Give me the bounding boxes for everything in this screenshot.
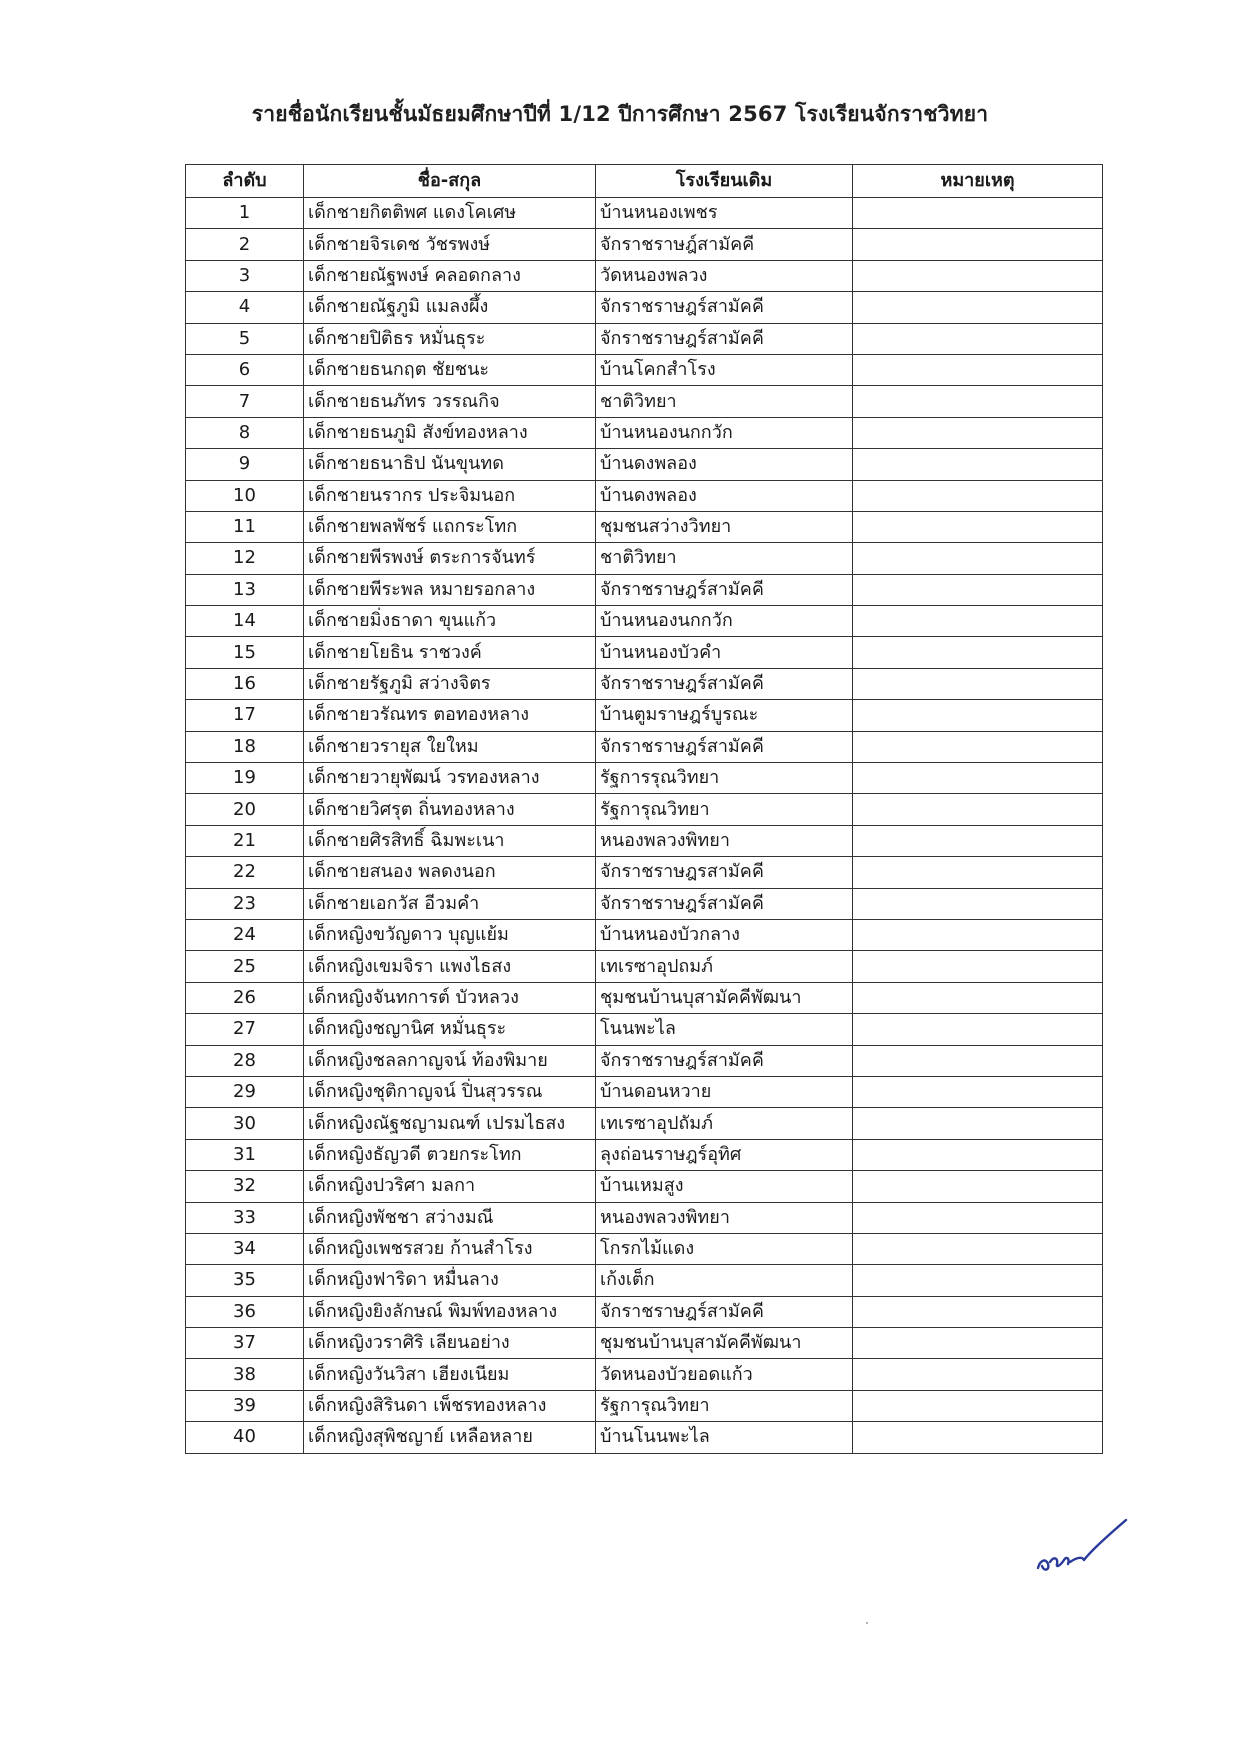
- order-number-cell: 40: [186, 1422, 304, 1453]
- table-row: [186, 1233, 1103, 1264]
- student-name-cell: เด็กหญิงชญานิศ หมั่นธุระ: [304, 1014, 596, 1045]
- order-number-cell: 28: [186, 1045, 304, 1076]
- previous-school-cell: จักราชราษฎร์สามัคคี: [596, 574, 853, 605]
- student-name-cell: เด็กชายณัฐพงษ์ คลอดกลาง: [304, 260, 596, 291]
- student-name-cell: เด็กชายศิรสิทธิ์ ฉิมพะเนา: [304, 825, 596, 856]
- student-name-cell: เด็กชายวรายุส ใยใหม: [304, 731, 596, 762]
- table-row: [186, 668, 1103, 699]
- remarks-cell: [853, 449, 1103, 480]
- table-row: [186, 543, 1103, 574]
- order-number-cell: 25: [186, 951, 304, 982]
- previous-school-cell: บ้านหนองนกกวัก: [596, 417, 853, 448]
- student-name-cell: เด็กหญิงสิรินดา เพ็ชรทองหลาง: [304, 1390, 596, 1421]
- header-full-name: ชื่อ-สกุล: [304, 165, 596, 198]
- previous-school-cell: เก้งเต็ก: [596, 1265, 853, 1296]
- table-row: [186, 700, 1103, 731]
- scan-speck: [866, 1622, 868, 1624]
- order-number-cell: 5: [186, 323, 304, 354]
- order-number-cell: 14: [186, 606, 304, 637]
- remarks-cell: [853, 1139, 1103, 1170]
- previous-school-cell: จักราชราษฎร์สามัคคี: [596, 292, 853, 323]
- remarks-cell: [853, 1202, 1103, 1233]
- student-name-cell: เด็กชายธนภัทร วรรณกิจ: [304, 386, 596, 417]
- student-name-cell: เด็กชายเอกวัส อีวมคำ: [304, 888, 596, 919]
- remarks-cell: [853, 386, 1103, 417]
- remarks-cell: [853, 1265, 1103, 1296]
- remarks-cell: [853, 1328, 1103, 1359]
- table-row: [186, 1359, 1103, 1390]
- student-name-cell: เด็กชายพีรพงษ์ ตระการจันทร์: [304, 543, 596, 574]
- student-name-cell: เด็กหญิงยิงลักษณ์ พิมพ์ทองหลาง: [304, 1296, 596, 1327]
- remarks-cell: [853, 229, 1103, 260]
- student-name-cell: เด็กชายกิตติพศ แดงโคเศษ: [304, 198, 596, 229]
- remarks-cell: [853, 794, 1103, 825]
- remarks-cell: [853, 1296, 1103, 1327]
- remarks-cell: [853, 1045, 1103, 1076]
- table-row: [186, 1422, 1103, 1453]
- table-row: [186, 1108, 1103, 1139]
- remarks-cell: [853, 857, 1103, 888]
- student-name-cell: เด็กหญิงเพชรสวย ก้านสำโรง: [304, 1233, 596, 1264]
- remarks-cell: [853, 260, 1103, 291]
- table-row: [186, 1390, 1103, 1421]
- header-previous-school: โรงเรียนเดิม: [596, 165, 853, 198]
- order-number-cell: 33: [186, 1202, 304, 1233]
- remarks-cell: [853, 1014, 1103, 1045]
- table-row: [186, 574, 1103, 605]
- table-row: [186, 794, 1103, 825]
- table-row: [186, 825, 1103, 856]
- previous-school-cell: จักราชราษฎร์สามัคคี: [596, 731, 853, 762]
- previous-school-cell: บ้านหนองบัวคำ: [596, 637, 853, 668]
- student-name-cell: เด็กชายมิ่งธาดา ขุนแก้ว: [304, 606, 596, 637]
- table-row: [186, 1265, 1103, 1296]
- order-number-cell: 2: [186, 229, 304, 260]
- order-number-cell: 22: [186, 857, 304, 888]
- order-number-cell: 37: [186, 1328, 304, 1359]
- order-number-cell: 17: [186, 700, 304, 731]
- student-name-cell: เด็กหญิงสุพิชญาย์ เหลือหลาย: [304, 1422, 596, 1453]
- student-name-cell: เด็กชายธนาธิป นันขุนทด: [304, 449, 596, 480]
- previous-school-cell: จักราชราษฎร์สามัคคี: [596, 668, 853, 699]
- previous-school-cell: ชุมชนบ้านบุสามัคคีพัฒนา: [596, 982, 853, 1013]
- order-number-cell: 9: [186, 449, 304, 480]
- table-row: [186, 229, 1103, 260]
- student-name-cell: เด็กชายโยธิน ราชวงค์: [304, 637, 596, 668]
- remarks-cell: [853, 1233, 1103, 1264]
- table-row: [186, 323, 1103, 354]
- table-row: [186, 1296, 1103, 1327]
- student-name-cell: เด็กหญิงวันวิสา เฮียงเนียม: [304, 1359, 596, 1390]
- previous-school-cell: ลุงถ่อนราษฎร์อุทิศ: [596, 1139, 853, 1170]
- previous-school-cell: บ้านหนองเพชร: [596, 198, 853, 229]
- table-row: [186, 857, 1103, 888]
- order-number-cell: 8: [186, 417, 304, 448]
- remarks-cell: [853, 982, 1103, 1013]
- order-number-cell: 11: [186, 511, 304, 542]
- previous-school-cell: บ้านดอนหวาย: [596, 1076, 853, 1107]
- table-row: [186, 1076, 1103, 1107]
- order-number-cell: 38: [186, 1359, 304, 1390]
- order-number-cell: 18: [186, 731, 304, 762]
- previous-school-cell: รัฐการุณวิทยา: [596, 1390, 853, 1421]
- previous-school-cell: โกรกไม้แดง: [596, 1233, 853, 1264]
- table-row: [186, 1014, 1103, 1045]
- previous-school-cell: บ้านหนองบัวกลาง: [596, 919, 853, 950]
- table-header-row: [186, 165, 1103, 198]
- order-number-cell: 21: [186, 825, 304, 856]
- table-row: [186, 449, 1103, 480]
- table-row: [186, 951, 1103, 982]
- remarks-cell: [853, 637, 1103, 668]
- previous-school-cell: จักราชราษฎรสามัคคี: [596, 857, 853, 888]
- previous-school-cell: จักราชราษฎร์สามัคคี: [596, 1296, 853, 1327]
- table-row: [186, 511, 1103, 542]
- signature-icon: [1030, 1508, 1130, 1578]
- order-number-cell: 39: [186, 1390, 304, 1421]
- previous-school-cell: บ้านหนองนกกวัก: [596, 606, 853, 637]
- table-row: [186, 763, 1103, 794]
- order-number-cell: 29: [186, 1076, 304, 1107]
- student-name-cell: เด็กชายปิติธร หมั่นธุระ: [304, 323, 596, 354]
- table-row: [186, 606, 1103, 637]
- order-number-cell: 10: [186, 480, 304, 511]
- order-number-cell: 20: [186, 794, 304, 825]
- remarks-cell: [853, 323, 1103, 354]
- remarks-cell: [853, 1076, 1103, 1107]
- order-number-cell: 16: [186, 668, 304, 699]
- table-row: [186, 888, 1103, 919]
- table-row: [186, 292, 1103, 323]
- table-row: [186, 1328, 1103, 1359]
- student-name-cell: เด็กหญิงฟาริดา หมื่นลาง: [304, 1265, 596, 1296]
- student-name-cell: เด็กชายนรากร ประจิมนอก: [304, 480, 596, 511]
- order-number-cell: 34: [186, 1233, 304, 1264]
- previous-school-cell: จักราชราษฎ์สามัคคี: [596, 229, 853, 260]
- remarks-cell: [853, 919, 1103, 950]
- student-name-cell: เด็กหญิงเขมจิรา แพงไธสง: [304, 951, 596, 982]
- student-name-cell: เด็กหญิงขวัญดาว บุญแย้ม: [304, 919, 596, 950]
- order-number-cell: 31: [186, 1139, 304, 1170]
- student-name-cell: เด็กหญิงจันทการต์ บัวหลวง: [304, 982, 596, 1013]
- previous-school-cell: จักราชราษฎร์สามัคคี: [596, 1045, 853, 1076]
- student-name-cell: เด็กหญิงวราศิริ เลียนอย่าง: [304, 1328, 596, 1359]
- table-row: [186, 919, 1103, 950]
- previous-school-cell: ชาติวิทยา: [596, 386, 853, 417]
- remarks-cell: [853, 1390, 1103, 1421]
- previous-school-cell: จักราชราษฎร์สามัคคี: [596, 888, 853, 919]
- table-row: [186, 637, 1103, 668]
- student-name-cell: เด็กชายพลพัชร์ แถกระโทก: [304, 511, 596, 542]
- order-number-cell: 19: [186, 763, 304, 794]
- previous-school-cell: เทเรซาอุปถัมภ์: [596, 1108, 853, 1139]
- order-number-cell: 26: [186, 982, 304, 1013]
- order-number-cell: 23: [186, 888, 304, 919]
- previous-school-cell: บ้านโนนพะไล: [596, 1422, 853, 1453]
- student-name-cell: เด็กชายสนอง พลดงนอก: [304, 857, 596, 888]
- previous-school-cell: บ้านตูมราษฎร์บูรณะ: [596, 700, 853, 731]
- table-row: [186, 1202, 1103, 1233]
- student-name-cell: เด็กหญิงพัชชา สว่างมณี: [304, 1202, 596, 1233]
- remarks-cell: [853, 292, 1103, 323]
- order-number-cell: 6: [186, 354, 304, 385]
- order-number-cell: 36: [186, 1296, 304, 1327]
- student-name-cell: เด็กชายวิศรุต ถิ่นทองหลาง: [304, 794, 596, 825]
- student-name-cell: เด็กชายธนกฤต ชัยชนะ: [304, 354, 596, 385]
- previous-school-cell: เทเรซาอุปถมภ์: [596, 951, 853, 982]
- previous-school-cell: จักราชราษฎร์สามัคคี: [596, 323, 853, 354]
- remarks-cell: [853, 1422, 1103, 1453]
- student-name-cell: เด็กชายวายุพัฒน์ วรทองหลาง: [304, 763, 596, 794]
- table-row: [186, 1045, 1103, 1076]
- remarks-cell: [853, 1359, 1103, 1390]
- order-number-cell: 13: [186, 574, 304, 605]
- page-title: รายชื่อนักเรียนชั้นมัธยมศึกษาปีที่ 1/12 ปีการศึกษา 2567 โรงเรียนจักราชวิทยา: [251, 102, 989, 126]
- previous-school-cell: หนองพลวงพิทยา: [596, 825, 853, 856]
- remarks-cell: [853, 198, 1103, 229]
- previous-school-cell: หนองพลวงพิทยา: [596, 1202, 853, 1233]
- table-row: [186, 260, 1103, 291]
- previous-school-cell: บ้านดงพลอง: [596, 480, 853, 511]
- header-remarks: หมายเหตุ: [853, 165, 1103, 198]
- student-name-cell: เด็กหญิงชุติกาญจน์ ปิ่นสุวรรณ: [304, 1076, 596, 1107]
- remarks-cell: [853, 354, 1103, 385]
- student-name-cell: เด็กชายพีระพล หมายรอกลาง: [304, 574, 596, 605]
- previous-school-cell: บ้านโคกสำโรง: [596, 354, 853, 385]
- order-number-cell: 4: [186, 292, 304, 323]
- remarks-cell: [853, 606, 1103, 637]
- header-order-number: ลำดับ: [186, 165, 304, 198]
- student-roster-table: [185, 164, 1103, 1454]
- order-number-cell: 1: [186, 198, 304, 229]
- order-number-cell: 12: [186, 543, 304, 574]
- order-number-cell: 30: [186, 1108, 304, 1139]
- table-row: [186, 1139, 1103, 1170]
- previous-school-cell: ชาติวิทยา: [596, 543, 853, 574]
- remarks-cell: [853, 763, 1103, 794]
- remarks-cell: [853, 574, 1103, 605]
- remarks-cell: [853, 1108, 1103, 1139]
- previous-school-cell: บ้านดงพลอง: [596, 449, 853, 480]
- student-name-cell: เด็กชายธนภูมิ สังข์ทองหลาง: [304, 417, 596, 448]
- student-name-cell: เด็กชายรัฐภูมิ สว่างจิตร: [304, 668, 596, 699]
- remarks-cell: [853, 480, 1103, 511]
- order-number-cell: 27: [186, 1014, 304, 1045]
- previous-school-cell: โนนพะไล: [596, 1014, 853, 1045]
- previous-school-cell: รัฐการุณวิทยา: [596, 794, 853, 825]
- order-number-cell: 3: [186, 260, 304, 291]
- remarks-cell: [853, 700, 1103, 731]
- student-name-cell: เด็กหญิงปวริศา มลกา: [304, 1171, 596, 1202]
- student-name-cell: เด็กชายจิรเดช วัชรพงษ์: [304, 229, 596, 260]
- table-row: [186, 354, 1103, 385]
- previous-school-cell: รัฐการรุณวิทยา: [596, 763, 853, 794]
- remarks-cell: [853, 511, 1103, 542]
- order-number-cell: 35: [186, 1265, 304, 1296]
- order-number-cell: 32: [186, 1171, 304, 1202]
- remarks-cell: [853, 825, 1103, 856]
- remarks-cell: [853, 668, 1103, 699]
- table-row: [186, 1171, 1103, 1202]
- order-number-cell: 7: [186, 386, 304, 417]
- student-name-cell: เด็กชายณัฐภูมิ แมลงผึ้ง: [304, 292, 596, 323]
- table-row: [186, 731, 1103, 762]
- previous-school-cell: วัดหนองพลวง: [596, 260, 853, 291]
- remarks-cell: [853, 888, 1103, 919]
- student-name-cell: เด็กหญิงชลลกาญจน์ ท้องพิมาย: [304, 1045, 596, 1076]
- previous-school-cell: ชุมชนสว่างวิทยา: [596, 511, 853, 542]
- previous-school-cell: บ้านเหมสูง: [596, 1171, 853, 1202]
- previous-school-cell: วัดหนองบัวยอดแก้ว: [596, 1359, 853, 1390]
- table-body: [186, 198, 1103, 1454]
- table-row: [186, 417, 1103, 448]
- remarks-cell: [853, 951, 1103, 982]
- remarks-cell: [853, 417, 1103, 448]
- order-number-cell: 15: [186, 637, 304, 668]
- remarks-cell: [853, 543, 1103, 574]
- table-row: [186, 386, 1103, 417]
- student-name-cell: เด็กหญิงณัฐชญามณฑ์ เปรมไธสง: [304, 1108, 596, 1139]
- remarks-cell: [853, 731, 1103, 762]
- student-name-cell: เด็กชายวรัณทร ตอทองหลาง: [304, 700, 596, 731]
- table-row: [186, 198, 1103, 229]
- previous-school-cell: ชุมชนบ้านบุสามัคคีพัฒนา: [596, 1328, 853, 1359]
- remarks-cell: [853, 1171, 1103, 1202]
- student-name-cell: เด็กหญิงธัญวดี ตวยกระโทก: [304, 1139, 596, 1170]
- table-row: [186, 480, 1103, 511]
- order-number-cell: 24: [186, 919, 304, 950]
- table-row: [186, 982, 1103, 1013]
